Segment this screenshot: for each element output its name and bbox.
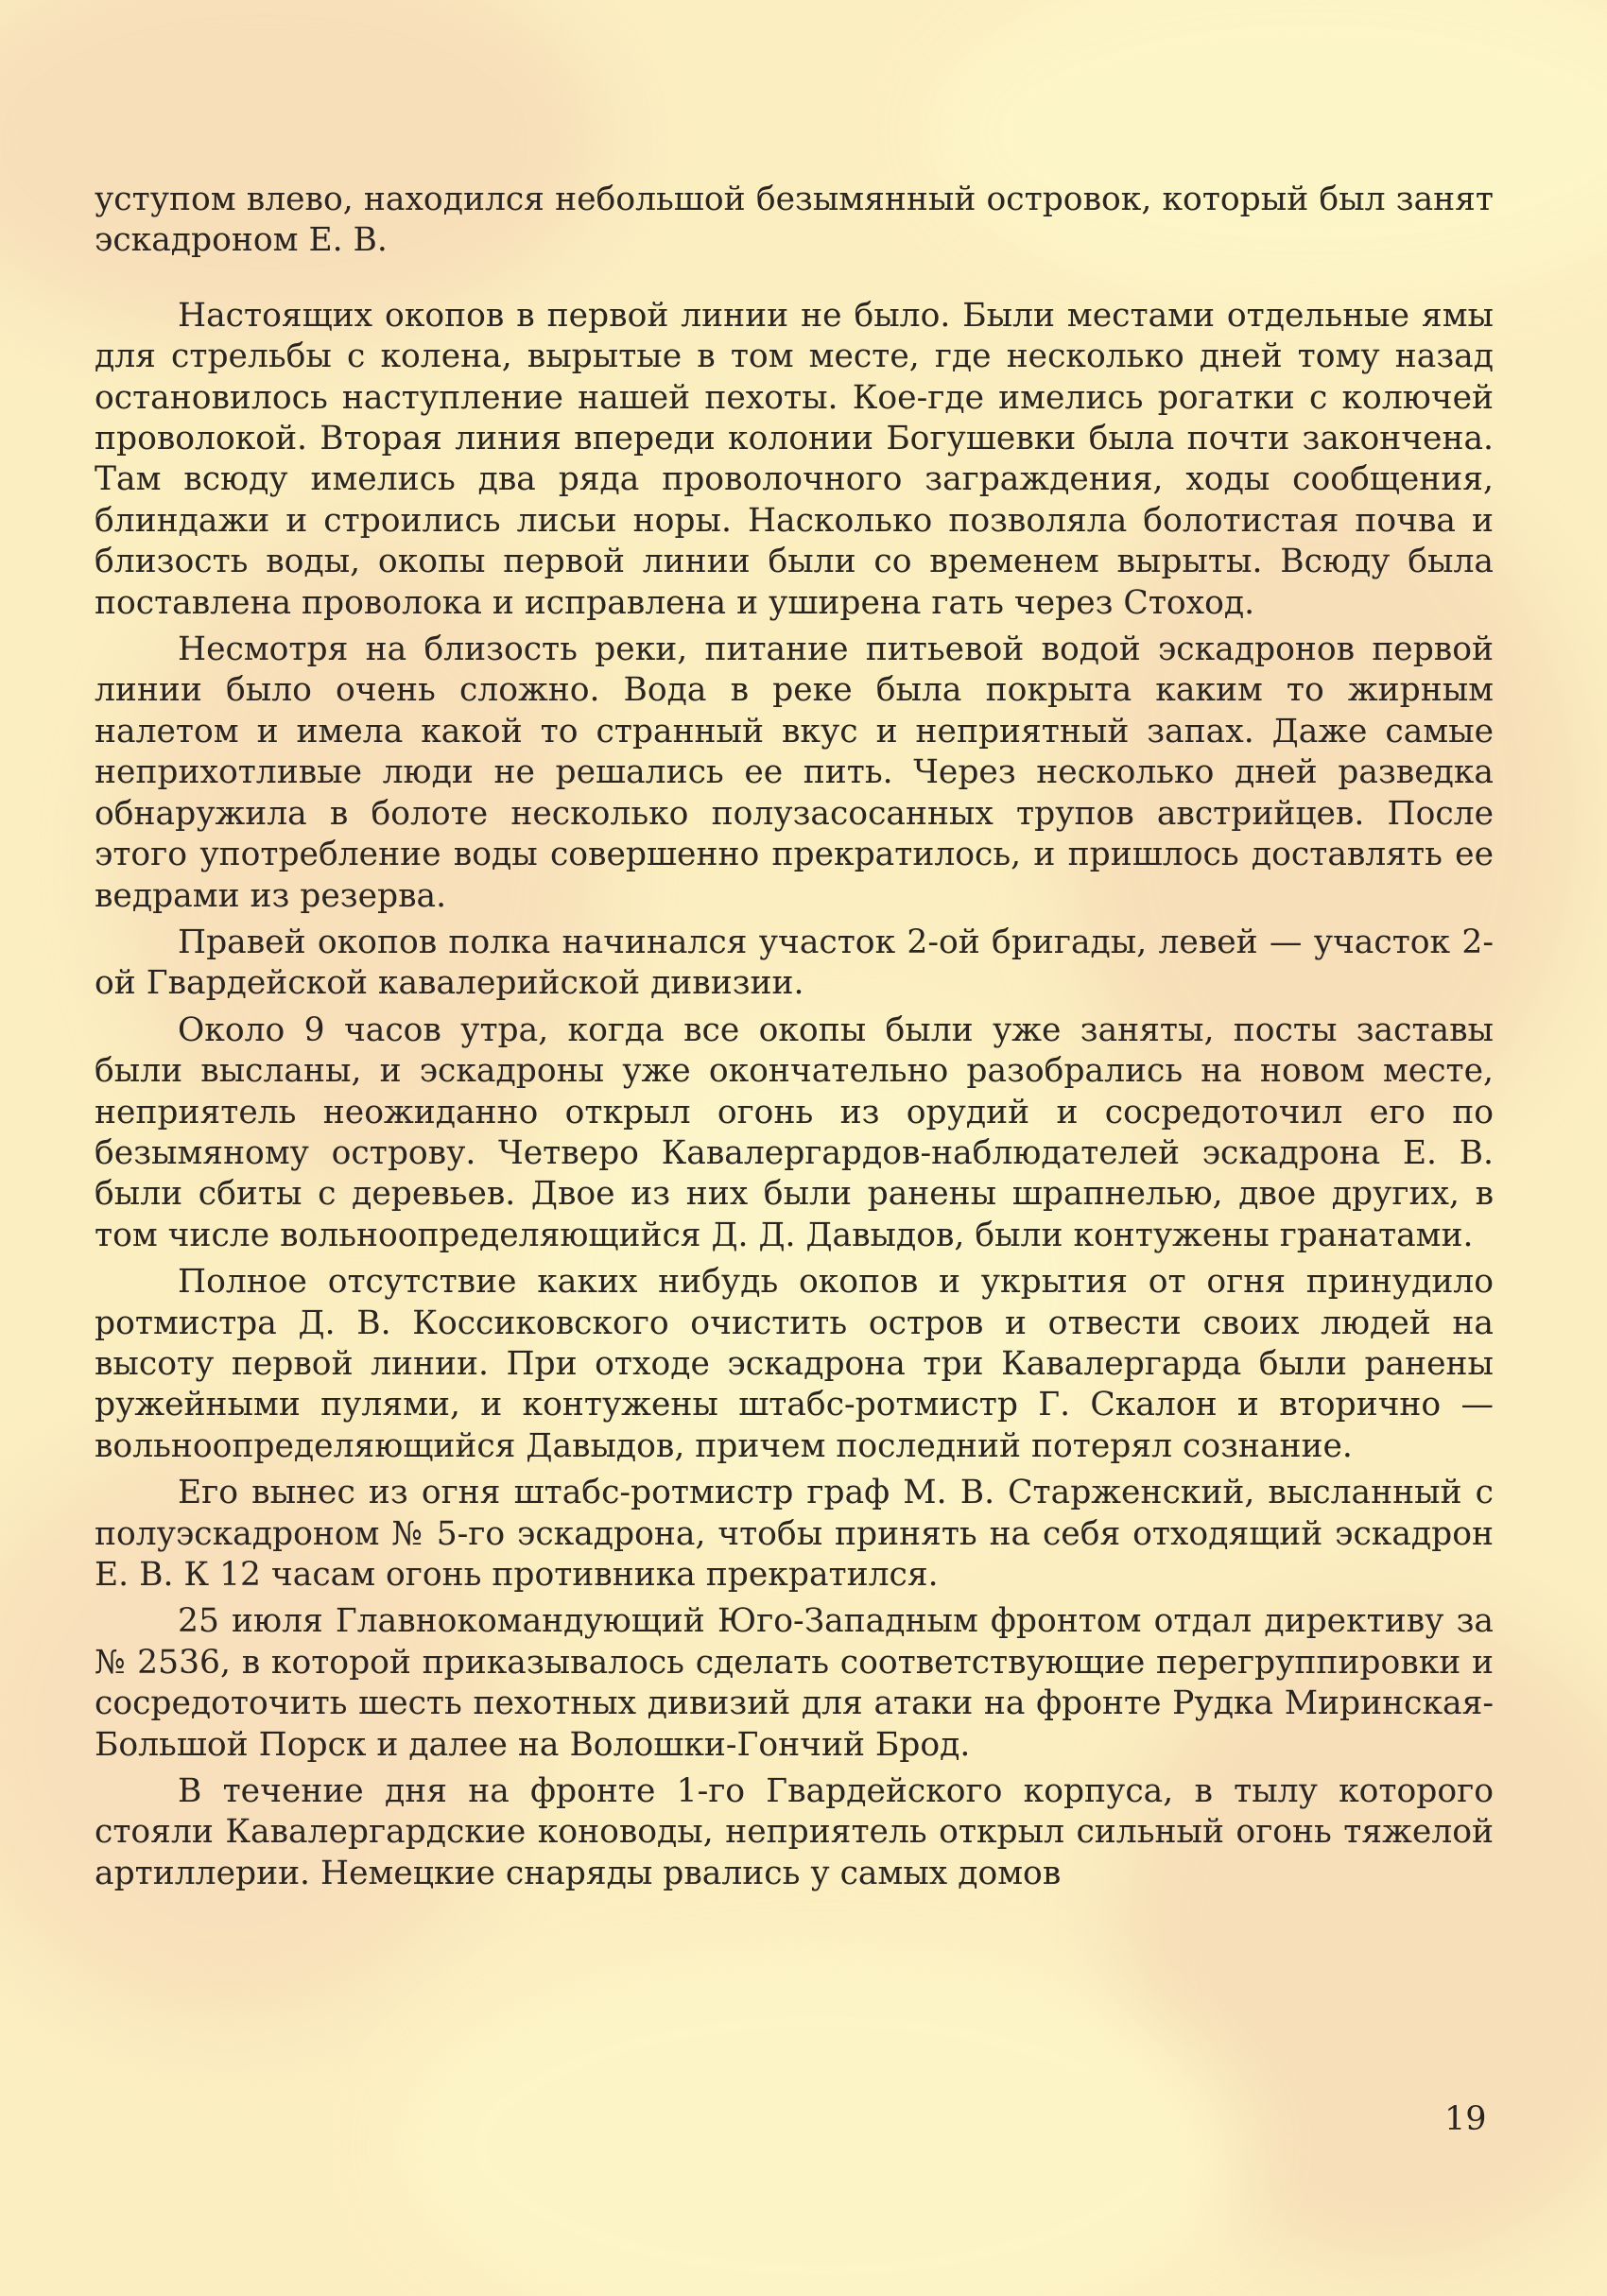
paragraph: Несмотря на близость реки, питание питьевой водой эскадронов первой линии было очень сложно. Вода в реке была покрыта каким то жирным налетом и имела какой то странный вкус и неприятный запах. Даже самые неприхотливые люди не решались ее пить. Через несколько дней разведка обнаружила в болоте несколько полузасосанных трупов австрийцев. После этого употребление воды совершенно прекратилось, и пришлось доставлять ее ведрами из резерва. — [95, 630, 1494, 915]
paragraph: 25 июля Главнокомандующий Юго-Западным фронтом отдал директиву за № 2536, в которой приказывалось сделать соответствующие перегруппировки и сосредоточить шесть пехотных дивизий для атаки на фронте Рудка Миринская-Большой Порск и далее на Волошки-Гончий Брод. — [95, 1602, 1494, 1764]
paragraph: Его вынес из огня штабс-ротмистр граф М. В. Старженский, высланный с полуэскадроном № 5-го эскадрона, чтобы принять на себя отходящий эскадрон Е. В. К 12 часам огонь противника прекратился. — [95, 1474, 1494, 1594]
paragraph: уступом влево, находился небольшой безымянный островок, который был занят эскадроном Е. В. — [95, 181, 1494, 260]
paragraph: Около 9 часов утра, когда все окопы были уже заняты, посты заставы были высланы, и эскадроны уже окончательно разобрались на новом месте, неприятель неожиданно открыл огонь из орудий и сосредоточил его по безымяному острову. Четверо Кавалергардов-наблюдателей эскадрона Е. В. были сбиты с деревьев. Двое из них были ранены шрапнелью, двое других, в том числе вольноопределяющийся Д. Д. Давыдов, были контужены гранатами. — [95, 1010, 1494, 1254]
paragraph: Правей окопов полка начинался участок 2-ой бригады, левей — участок 2-ой Гвардейской кавалерийской дивизии. — [95, 923, 1494, 1003]
paragraph: В течение дня на фронте 1-го Гвардейского корпуса, в тылу которого стояли Кавалергардские коноводы, неприятель открыл сильный огонь тяжелой артиллерии. Немецкие снаряды рвались у самых домов — [95, 1772, 1494, 1892]
paragraph: Полное отсутствие каких нибудь окопов и укрытия от огня принудило ротмистра Д. В. Коссиковского очистить остров и отвести своих людей на высоту первой линии. При отходе эскадрона три Кавалергарда были ранены ружейными пулями, и контужены штабс-ротмистр Г. Скалон и вторично — вольноопределяющийся Давыдов, причем последний потерял сознание. — [95, 1263, 1494, 1465]
page-body — [95, 180, 1494, 1894]
page-number: 19 — [1444, 2100, 1487, 2138]
paragraph: Настоящих окопов в первой линии не было. Были местами отдельные ямы для стрельбы с колена, вырытые в том месте, где несколько дней тому назад остановилось наступление нашей пехоты. Кое-где имелись рогатки с колючей проволокой. Вторая линия впереди колонии Богушевки была почти закончена. Там всюду имелись два ряда проволочного заграждения, ходы сообщения, блиндажи и строились лисьи норы. Насколько позволяла болотистая почва и близость воды, окопы первой линии были со временем вырыты. Всюду была поставлена проволока и исправлена и уширена гать через Стоход. — [95, 296, 1494, 622]
